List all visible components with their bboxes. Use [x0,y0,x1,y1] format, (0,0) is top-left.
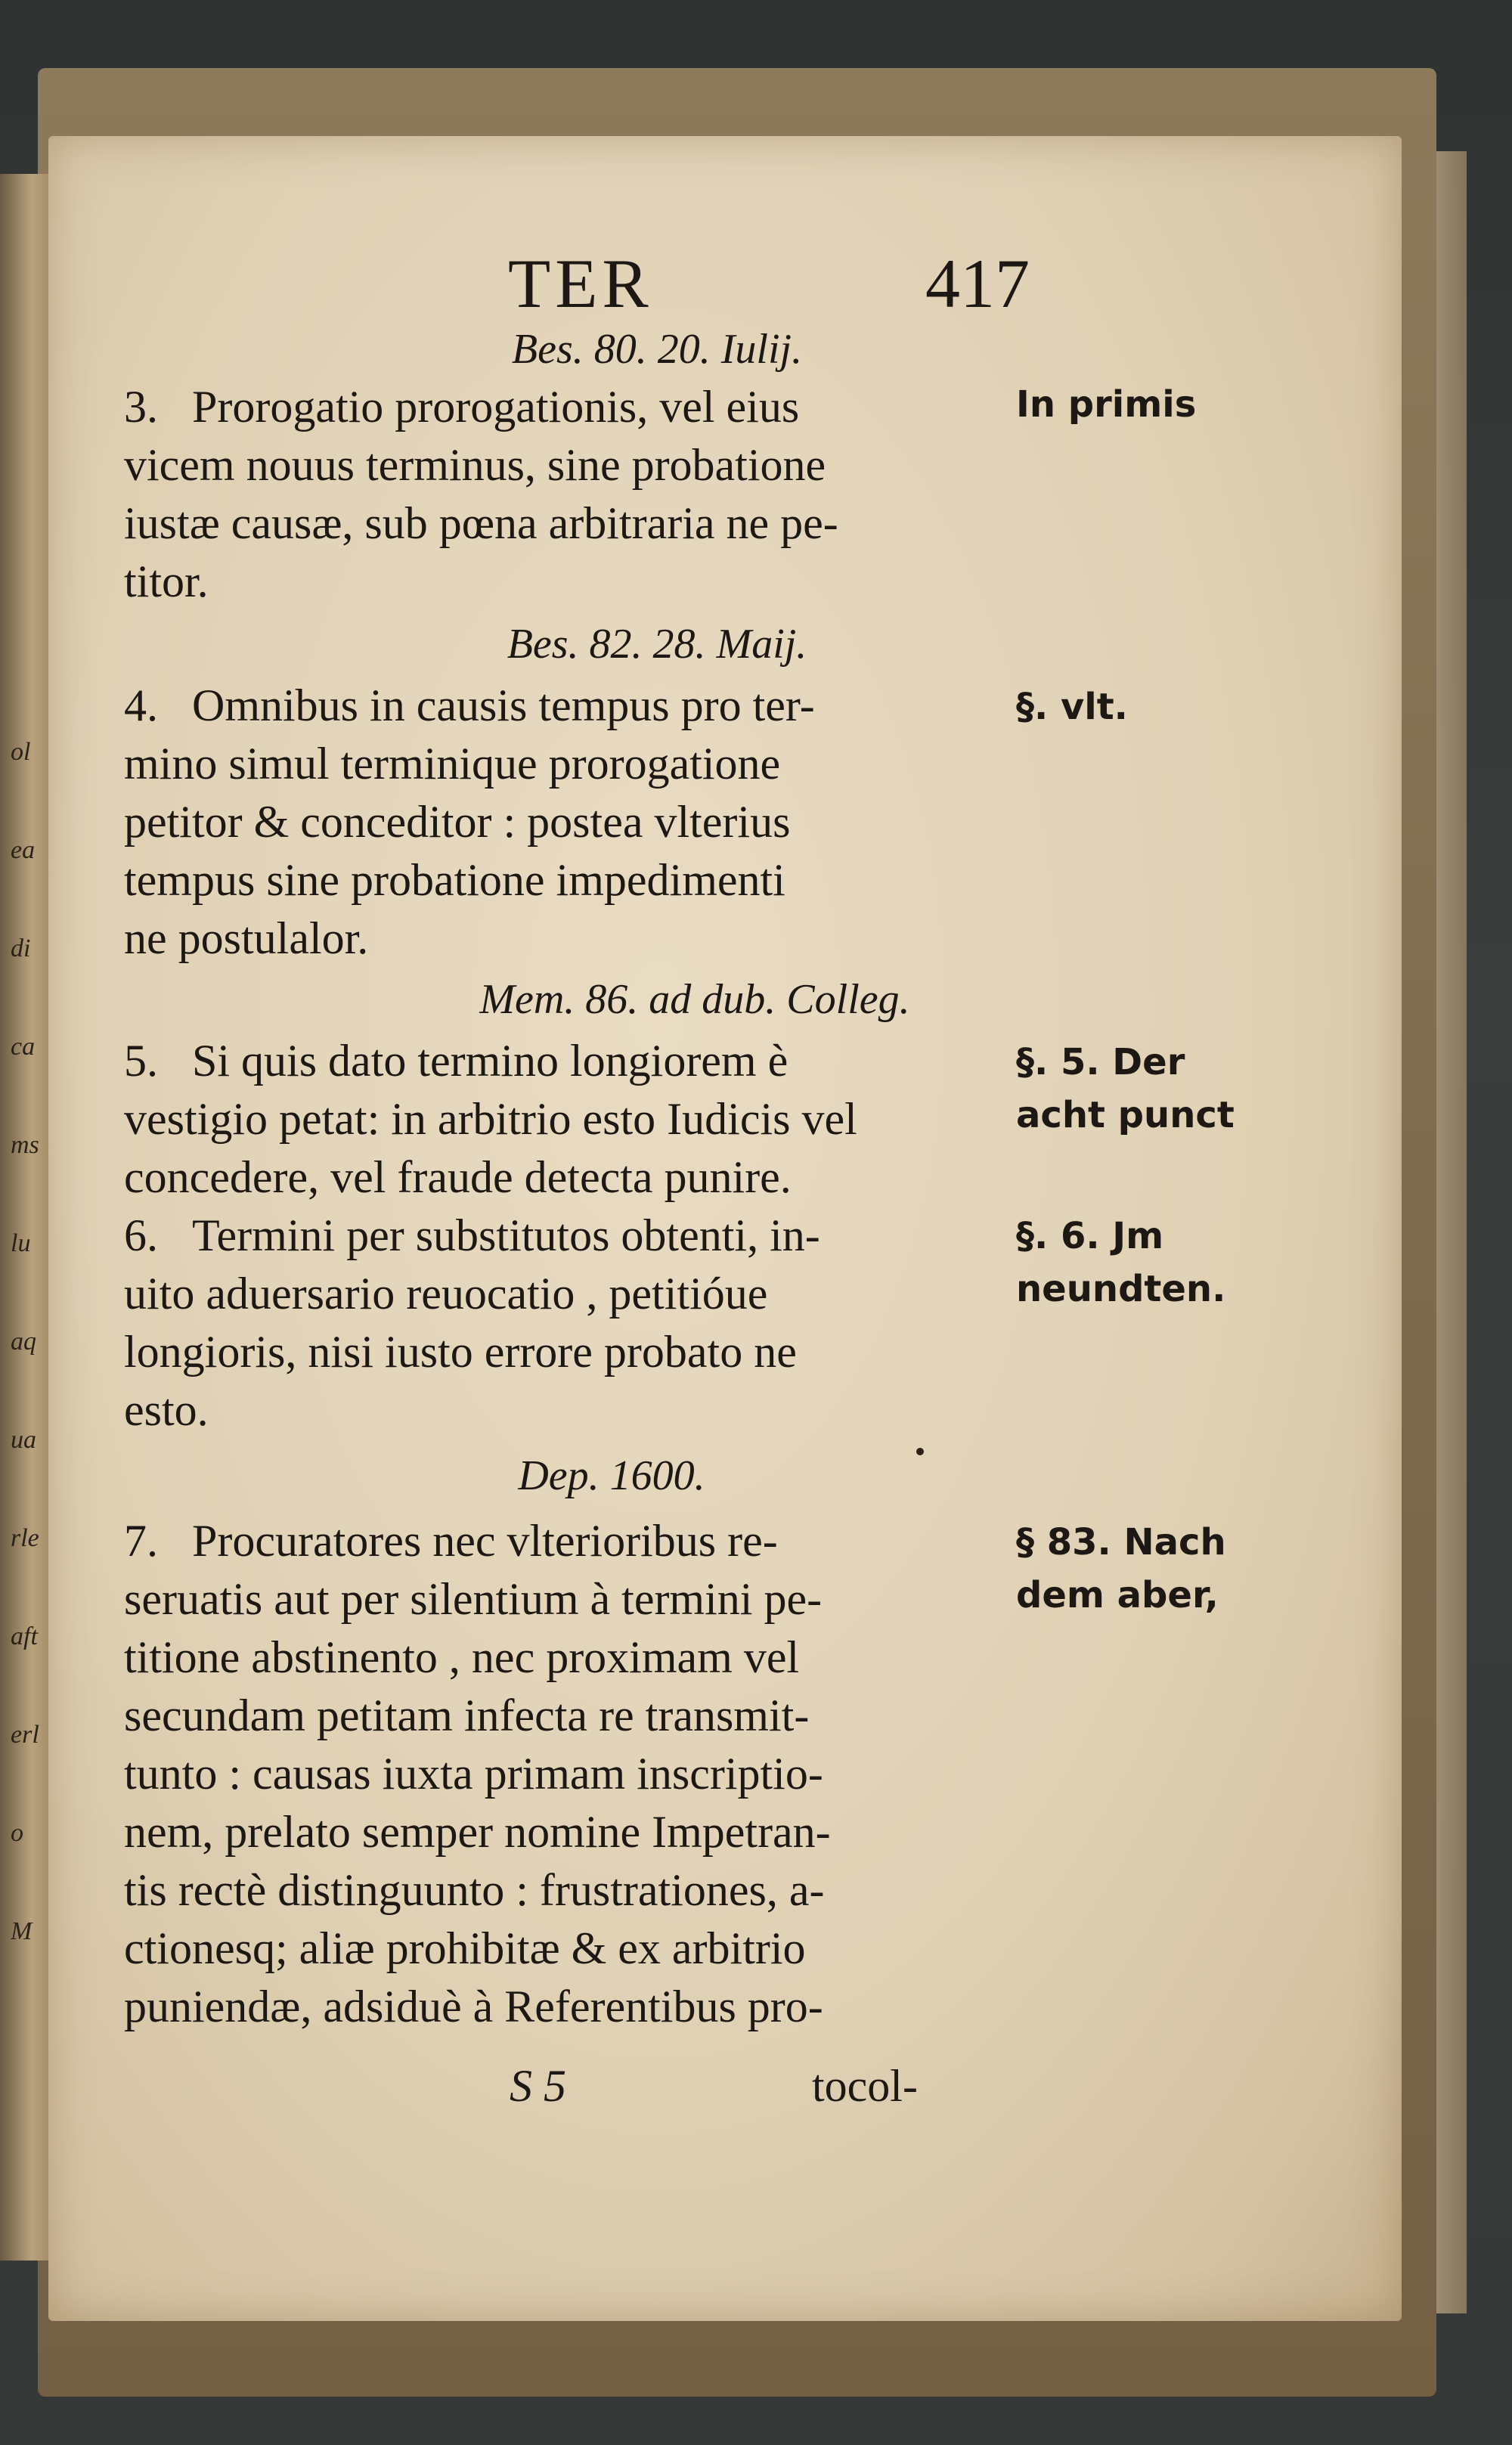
section-4 [48,620,1402,668]
running-header [48,243,1402,334]
marginal-note-line: §. 5. Der [1016,1041,1185,1083]
paragraph-6 [124,1207,1061,1439]
text-line: 4. Omnibus in causis tempus pro ter- [124,677,1061,735]
facing-page-edge [0,174,53,2261]
paragraph-7 [124,1512,1061,2036]
section-3 [48,325,1402,373]
text-line: vestigio petat: in arbitrio esto Iudicis vel [124,1094,857,1144]
text-line: longioris, nisi iusto errore probato ne [124,1327,797,1377]
page-number: 417 [925,245,1030,322]
text-line: 7. Procuratores nec vlterioribus re- [124,1512,1061,1570]
text-line: secundam petitam infecta re transmit- [124,1690,810,1740]
paragraph-number: 5. [124,1036,158,1086]
signature-mark: S 5 [510,2061,566,2111]
text-line: seruatis aut per silentium à termini pe- [124,1574,823,1624]
paragraph-4 [124,677,1061,968]
section-reference: Mem. 86. ad dub. Colleg. [479,976,910,1023]
catchword: tocol- [812,2061,918,2111]
text-line: petitor & conceditor : postea vlterius [124,797,791,847]
section-7 [48,1452,1402,1500]
text-line: 5. Si quis dato termino longiorem è [124,1032,1061,1090]
marginal-note-line: neundten. [1016,1268,1226,1310]
marginal-note [1016,1036,1266,1142]
marginal-note-line: §. 6. Jm [1016,1215,1164,1257]
paragraph-number: 3. [124,382,158,432]
text-line: titione abstinento , nec proximam vel [124,1632,800,1682]
section-reference: Bes. 80. 20. Iulij. [511,326,803,373]
marginal-note [1016,1210,1266,1315]
running-title: TER [508,245,653,322]
text-line: titor. [124,556,209,606]
text-line: ne postulalor. [124,913,369,963]
text-line: uito aduersario reuocatio , petitióue [124,1269,768,1319]
paragraph-number: 4. [124,680,158,730]
section-5 [48,975,1402,1024]
text-line: iustæ causæ, sub pœna arbitraria ne pe- [124,498,838,548]
text-line: puniendæ, adsiduè à Referentibus pro- [124,1982,823,2031]
marginal-note-line: In primis [1016,383,1197,426]
marginal-note [1016,1516,1266,1622]
text-line: mino simul terminique prorogatione [124,739,781,789]
marginal-note [1016,680,1266,733]
paragraph-number: 7. [124,1516,158,1566]
marginal-note [1016,378,1266,431]
text-line: 6. Termini per substitutos obtenti, in- [124,1207,1061,1265]
page-footer [510,2060,1114,2128]
text-line: esto. [124,1385,209,1435]
section-reference: Dep. 1600. [518,1452,705,1499]
paragraph-3 [124,378,1061,611]
marginal-note-line: §. vlt. [1016,686,1128,728]
text-line: vicem nouus terminus, sine probatione [124,440,826,490]
paragraph-number: 6. [124,1210,158,1260]
page-fore-edge [1436,151,1467,2313]
text-line: nem, prelato semper nomine Impetran- [124,1807,831,1857]
text-line: tunto : causas iuxta primam inscriptio- [124,1749,823,1799]
facing-page-fragment: oleadicamsluaquarleafterloM [11,738,39,1945]
text-line: concedere, vel fraude detecta punire. [124,1152,792,1202]
section-reference: Bes. 82. 28. Maij. [507,621,807,668]
text-line: tempus sine probatione impedimenti [124,855,785,905]
paragraph-5 [124,1032,1061,1207]
page-content [48,136,1402,2321]
text-line: ctionesq; aliæ prohibitæ & ex arbitrio [124,1923,806,1973]
text-line: 3. Prorogatio prorogationis, vel eius [124,378,1061,436]
marginal-note-line: § 83. Nach [1016,1521,1226,1563]
text-line: tis rectè distinguunto : frustrationes, a- [124,1865,825,1915]
marginal-note-line: dem aber, [1016,1574,1219,1616]
marginal-note-line: acht punct [1016,1094,1235,1136]
